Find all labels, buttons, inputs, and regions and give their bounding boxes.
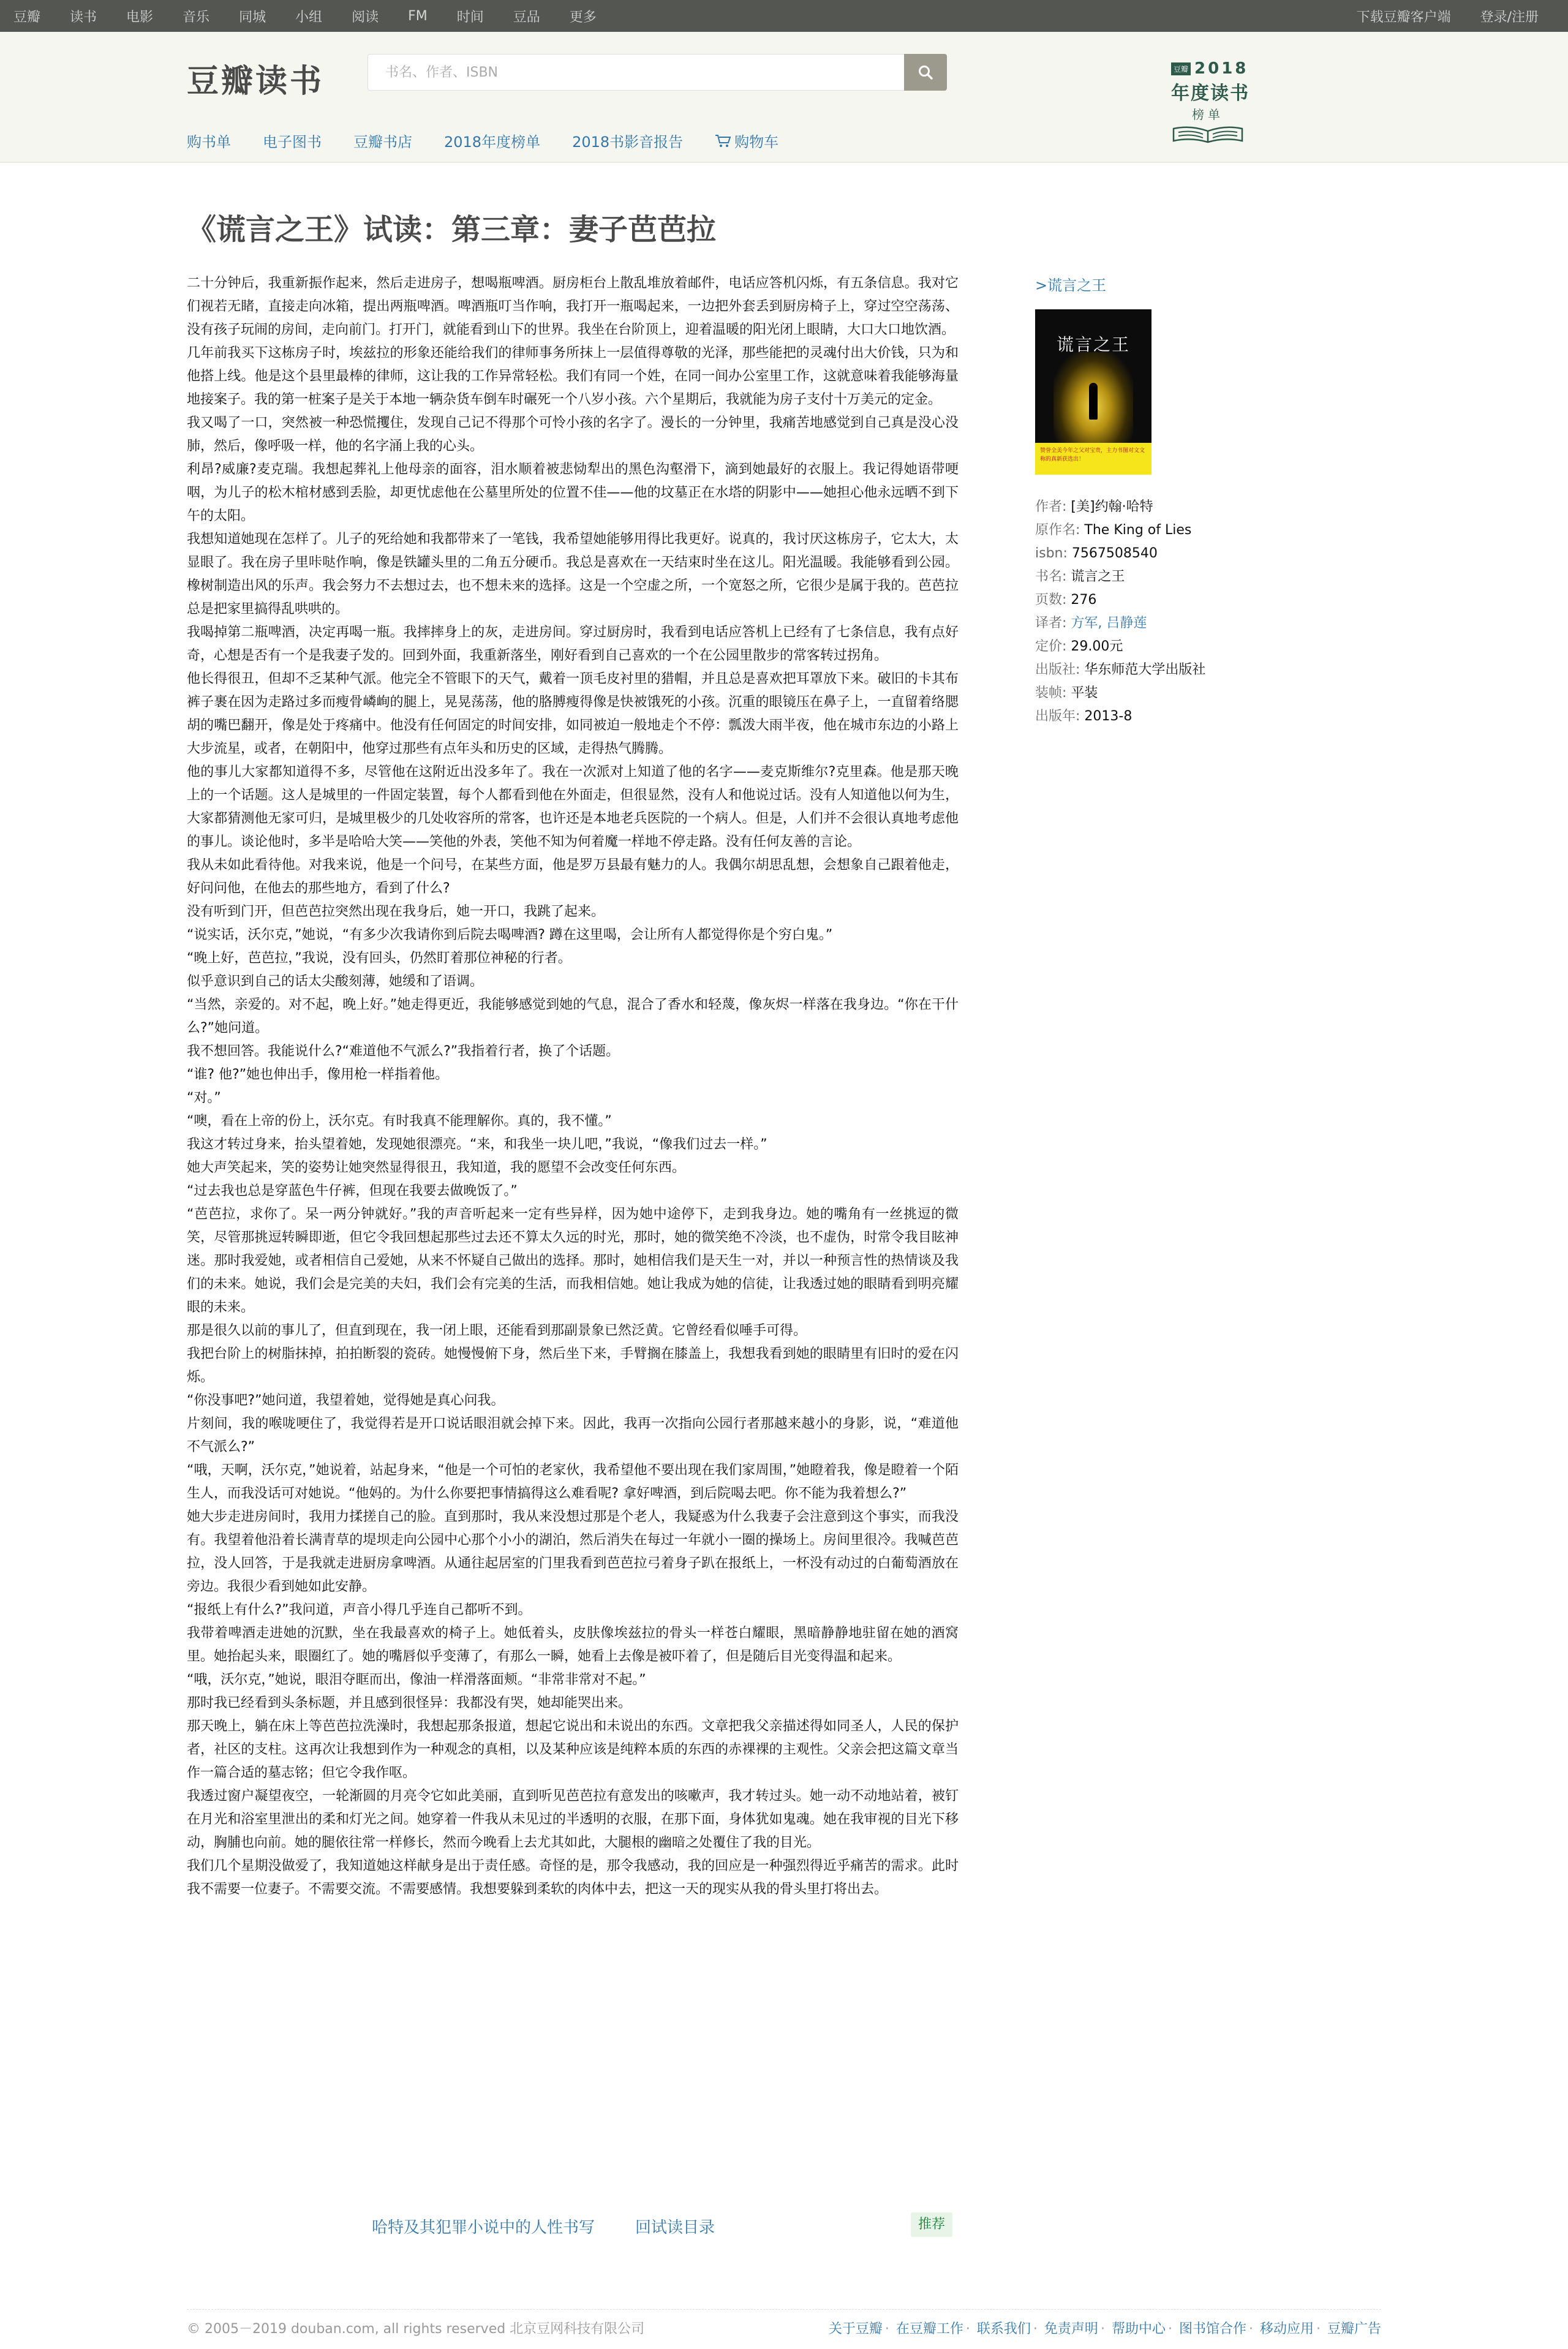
subnav-cart[interactable] <box>715 130 778 151</box>
paragraph: 她大声笑起来，笑的姿势让她突然显得很丑，我知道，我的愿望不会改变任何东西。 <box>187 1160 686 1175</box>
back-to-contents-link[interactable]: 回试读目录 <box>635 2219 715 2237</box>
book-meta <box>1035 496 1292 728</box>
annual-year: 2018 <box>1194 59 1249 78</box>
meta-binding: 装帧: 平装 <box>1035 685 1098 701</box>
footer-link-jobs[interactable]: 在豆瓣工作 <box>895 2321 963 2337</box>
paragraph: 那天晚上，躺在床上等芭芭拉洗澡时，我想起那条报道，想起它说出和未说出的东西。文章把我父亲描述得如同圣人，人民的保护者，社区的支柱。这再次让我想到作为一种观念的真相，以及某种应该是纯粹本质的东西的赤裸裸的主观性。父亲会把这篇文章当作一篇合适的墓志铭；但它令我作呕。 <box>187 1719 959 1781</box>
copyright: © 2005－2019 douban.com, all rights reserved 北京豆网科技有限公司 <box>187 2321 645 2337</box>
paragraph: 我想知道她现在怎样了。儿子的死给她和我都带来了一笔钱，我希望她能够用得比我更好。说真的，我讨厌这栋房子，它太大，太显眼了。我在房子里咔哒作响，像是铁罐头里的二角五分硬币。我总是喜欢在一天结束时坐在这儿。阳光温暖。我能够看到公园。橡树制造出风的乐声。我会努力不去想过去，也不想未来的选择。这是一个空虚之所，一个宽怒之所，它很少是属于我的。芭芭拉总是把家里搞得乱哄哄的。 <box>187 532 959 617</box>
paragraph: “谁? 他?”她也伸出手，像用枪一样指着他。 <box>187 1067 449 1082</box>
paragraph: “当然，亲爱的。对不起，晚上好。”她走得更近，我能够感觉到她的气息，混合了香水和轻蔑，像灰烬一样落在我身边。“你在干什么?”她问道。 <box>187 997 959 1036</box>
paragraph: “报纸上有什么?”我问道，声音小得几乎连自己都听不到。 <box>187 1602 532 1618</box>
paragraph: 我透过窗户凝望夜空，一轮渐圆的月亮令它如此美丽，直到听见芭芭拉有意发出的咳嗽声，我才转过头。她一动不动地站着，被钉在月光和浴室里泄出的柔和灯光之间。她穿着一件我从未见过的半透明的衣服，在那下面，身体犹如鬼魂。她在我审视的目光下移动，胸脯也向前。她的腿依往常一样修长，然而今晚看上去尤其如此，大腿根的幽暗之处覆住了我的目光。 <box>187 1789 959 1850</box>
paragraph: 没有听到门开，但芭芭拉突然出现在我身后，她一开口，我跳了起来。 <box>187 904 605 919</box>
paragraph: 片刻间，我的喉咙哽住了，我觉得若是开口说话眼泪就会掉下来。因此，我再一次指向公园行者那越来越小的身影，说，“难道他不气派么?” <box>187 1416 959 1455</box>
meta-isbn: isbn: 7567508540 <box>1035 546 1158 561</box>
paragraph: “芭芭拉，求你了。呆一两分钟就好。”我的声音听起来一定有些异样，因为她中途停下，走到我身边。她的嘴角有一丝挑逗的微笑，尽管那挑逗转瞬即逝，但它令我回想起那些过去还不算太久远的时光，那时，她的微笑绝不冷淡，也不虚伪，时常令我目眩神迷。那时我爱她，或者相信自己爱她，从来不怀疑自己做出的选择。那时，她相信我们是天生一对，并以一种预言性的热情谈及我们的未来。她说，我们会是完美的夫妇，我们会有完美的生活，而我相信她。她让我成为她的信徒，让我透过她的眼睛看到明亮耀眼的未来。 <box>187 1207 959 1315</box>
global-nav <box>13 0 626 32</box>
annual-sub: 榜单 <box>1192 107 1224 122</box>
cover-band-text: 赞誉全美今年之父对宝贵，主力书图对文文称的真新获选出！ <box>1040 448 1145 462</box>
search-form <box>368 54 947 91</box>
douban-book-logo[interactable]: 豆瓣读书 <box>187 63 325 100</box>
footer-link-ads[interactable]: 豆瓣广告 <box>1327 2321 1381 2337</box>
subnav-annual-report[interactable]: 2018书影音报告 <box>572 134 684 151</box>
meta-pub-year: 出版年: 2013-8 <box>1035 709 1133 724</box>
paragraph: 几年前我买下这栋房子时，埃兹拉的形象还能给我们的律师事务所抹上一层值得尊敬的光泽，那些能把的灵魂付出大价钱，只为和他搭上线。他是这个县里最棒的律师，这让我的工作异常轻松。我们有同一个姓，在同一间办公室里工作，这就意味着我能够海量地接案子。我的第一桩案子是关于本地一辆杂货车倒车时碾死一个八岁小孩。六个星期后，我就能为房子支付十万美元的定金。 <box>187 345 959 407</box>
global-nav-location[interactable]: 同城 <box>239 9 266 25</box>
paragraph: “说实话，沃尔克，”她说，“有多少次我请你到后院去喝啤酒? 蹲在这里喝，会让所有人都觉得你是个穷白鬼。” <box>187 927 833 943</box>
meta-publisher: 出版社: 华东师范大学出版社 <box>1035 662 1206 677</box>
book-title-link[interactable]: >谎言之王 <box>1035 277 1107 294</box>
paragraph: 我不想回答。我能说什么?“难道他不气派么?”我指着行者，换了个话题。 <box>187 1044 620 1059</box>
footer-link-help[interactable]: 帮助中心 <box>1111 2321 1166 2337</box>
cover-title: 谎言之王 <box>1056 334 1130 355</box>
meta-original-title: 原作名: The King of Lies <box>1035 522 1192 538</box>
site-header <box>0 32 1568 163</box>
search-icon <box>918 64 933 80</box>
subnav-book-list[interactable]: 购书单 <box>187 134 231 151</box>
global-nav-bar <box>0 0 1568 32</box>
paragraph: 我又喝了一口，突然被一种恐慌攫住，发现自己记不得那个可怜小孩的名字了。漫长的一分钟里，我痛苦地感觉到自己真是没心没肺，然后，像呼吸一样，他的名字涌上我的心头。 <box>187 415 959 454</box>
global-nav-book[interactable]: 读书 <box>70 9 97 25</box>
download-app-link[interactable]: 下载豆瓣客户端 <box>1356 9 1451 25</box>
cart-icon <box>715 134 732 148</box>
search-button[interactable] <box>904 54 947 91</box>
translator-link[interactable]: 方军, 吕静莲 <box>1071 616 1147 631</box>
global-nav-fm[interactable]: FM <box>408 8 428 24</box>
footer-links: 关于豆瓣 · 在豆瓣工作 · 联系我们 · 免责声明 · 帮助中心 · 图书馆合作 · 移动应用 · 豆瓣广告 <box>828 2321 1381 2337</box>
paragraph: 我带着啤酒走进她的沉默，坐在我最喜欢的椅子上。她低着头，皮肤像埃兹拉的骨头一样苍白耀眼，黑暗静静地驻留在她的酒窝里。她抬起头来，眼圈红了。她的嘴唇似乎变薄了，有那么一瞬，她看上去像是被吓着了，但是随后目光变得温和起来。 <box>187 1626 959 1664</box>
paragraph: “对。” <box>187 1090 221 1106</box>
global-nav-group[interactable]: 小组 <box>295 9 323 25</box>
book-cover[interactable] <box>1035 309 1152 475</box>
global-nav-read[interactable]: 阅读 <box>352 9 379 25</box>
subnav-ebook[interactable]: 电子图书 <box>263 134 322 151</box>
paragraph: 我喝掉第二瓶啤酒，决定再喝一瓶。我摔摔身上的灰，走进房间。穿过厨房时，我看到电话应答机上已经有了七条信息，我有点好奇，心想是否有一个是我妻子发的。回到外面，我重新落坐，刚好看到自己喜欢的一个在公园里散步的常客转过拐角。 <box>187 625 959 663</box>
paragraph: 他的事儿大家都知道得不多，尽管他在这附近出没多年了。我在一次派对上知道了他的名字——麦克斯维尔?克里森。他是那天晚上的一个话题。这人是城里的一件固定装置，每个人都看到他在外面走，但很显然，没有人和他说过话。没有人知道他以何为生，大家都猜测他无家可归，是城里极少的几处收容所的常客，也许还是本地老兵医院的一个病人。但是，人们并不会很认真地考虑他的事儿。谈论他时，多半是哈哈大笑——笑他的外表，笑他不知为何着魔一样地不停走路。没有任何友善的言论。 <box>187 764 959 850</box>
paragraph: 她大步走进房间时，我用力揉搓自己的脸。直到那时，我从来没想过那是个老人，我疑惑为什么我妻子会注意到这个事实，而我没有。我望着他沿着长满青草的堤坝走向公园中心那个小小的湖泊，然后消失在每过一年就小一圈的操场上。房间里很冷。我喊芭芭拉，没人回答，于是我就走进厨房拿啤酒。从通往起居室的门里我看到芭芭拉弓着身子趴在报纸上，一杯没有动过的白葡萄酒放在旁边。我很少看到她如此安静。 <box>187 1509 959 1594</box>
footer-link-library[interactable]: 图书馆合作 <box>1178 2321 1246 2337</box>
paragraph: 二十分钟后，我重新振作起来，然后走进房子，想喝瓶啤酒。厨房柜台上散乱堆放着邮件，电话应答机闪烁，有五条信息。我对它们视若无睹，直接走向冰箱，提出两瓶啤酒。啤酒瓶叮当作响，我打开一瓶喝起来，一边把外套丢到厨房椅子上，穿过空空荡荡、没有孩子玩闹的房间，走向前门。打开门，就能看到山下的世界。我坐在台阶顶上，迎着温暖的阳光闭上眼睛，大口大口地饮酒。 <box>187 276 959 337</box>
paragraph: “你没事吧?”她问道，我望着她，觉得她是真心问我。 <box>187 1393 505 1408</box>
paragraph: “哦，天啊，沃尔克，”她说着，站起身来，“他是一个可怕的老家伙，我希望他不要出现在我们家周围，”她瞪着我，像是瞪着一个陌生人，而我没话可对她说。“他妈的。为什么你要把事情搞得这么难看呢? 拿好啤酒，到后院喝去吧。你不能为我着想么?” <box>187 1463 959 1501</box>
paragraph: 我们几个星期没做爱了，我知道她这样献身是出于责任感。奇怪的是，那令我感动，我的回应是一种强烈得近乎痛苦的需求。此时我不需要一位妻子。不需要交流。不需要感情。我想要躲到柔软的肉体中去，把这一天的现实从我的骨头里打将出去。 <box>187 1858 959 1897</box>
cover-band <box>1035 443 1152 475</box>
footer-link-disclaimer[interactable]: 免责声明 <box>1044 2321 1098 2337</box>
paragraph: “哦，沃尔克，”她说，眼泪夺眶而出，像油一样滑落面颊。“非常非常对不起。” <box>187 1672 646 1687</box>
meta-book-name: 书名: 谎言之王 <box>1035 569 1125 584</box>
book-sidebar <box>1035 273 1292 728</box>
global-nav-time[interactable]: 时间 <box>456 9 484 25</box>
site-footer <box>187 2309 1381 2346</box>
meta-price: 定价: 29.00元 <box>1035 639 1123 654</box>
footer-link-about[interactable]: 关于豆瓣 <box>828 2321 883 2337</box>
paragraph: 似乎意识到自己的话太尖酸刻薄，她缓和了语调。 <box>187 974 484 989</box>
global-nav-right <box>1327 0 1539 32</box>
paragraph: 那是很久以前的事儿了，但直到现在，我一闭上眼，还能看到那副景象已然泛黄。它曾经看似唾手可得。 <box>187 1323 807 1338</box>
global-nav-douban[interactable]: 豆瓣 <box>13 9 41 25</box>
meta-author: 作者: [美]约翰·哈特 <box>1035 499 1153 515</box>
global-nav-movie[interactable]: 电影 <box>126 9 154 25</box>
book-subnav <box>187 130 810 151</box>
login-register-link[interactable]: 登录/注册 <box>1480 9 1539 25</box>
meta-translator: 译者: 方军, 吕静莲 <box>1035 616 1147 631</box>
subnav-bookstore[interactable]: 豆瓣书店 <box>353 134 412 151</box>
subnav-cart-label: 购物车 <box>734 134 779 151</box>
paragraph: 我这才转过身来，抬头望着她，发现她很漂亮。“来，和我坐一块儿吧，”我说，“像我们过去一样。” <box>187 1137 767 1152</box>
article-title: 《谎言之王》试读：第三章：妻子芭芭拉 <box>187 213 717 247</box>
footer-link-contact[interactable]: 联系我们 <box>976 2321 1031 2337</box>
annual-tag: 豆瓣 <box>1171 62 1191 75</box>
paragraph: “噢，看在上帝的份上，沃尔克。有时我真不能理解你。真的，我不懂。” <box>187 1114 612 1129</box>
annual-title: 年度读书 <box>1171 83 1250 104</box>
related-article-link[interactable]: 哈特及其犯罪小说中的人性书写 <box>372 2219 595 2237</box>
paragraph: 我把台阶上的树脂抹掉，拍拍断裂的瓷砖。她慢慢俯下身，然后坐下来，手臂搁在膝盖上，我想我看到她的眼睛里有旧时的爱在闪烁。 <box>187 1346 959 1385</box>
article-content <box>187 272 959 1901</box>
paragraph: 那时我已经看到头条标题，并且感到很怪异：我都没有哭，她却能哭出来。 <box>187 1695 632 1711</box>
footer-link-mobile[interactable]: 移动应用 <box>1259 2321 1314 2337</box>
paragraph: 利昂?威廉?麦克瑞。我想起葬礼上他母亲的面容，泪水顺着被悲恸犁出的黑色沟壑滑下，滴到她最好的衣服上。我记得她语带哽咽，为儿子的松木棺材感到丢脸，却更忧虑他在公墓里所处的位置不佳——他的坟墓正在水塔的阴影中——她担心他永远晒不到下午的太阳。 <box>187 462 959 524</box>
annual-list-badge[interactable] <box>1171 59 1251 139</box>
paragraph: “过去我也总是穿蓝色牛仔裤，但现在我要去做晚饭了。” <box>187 1183 518 1199</box>
paragraph: 我从未如此看待他。对我来说，他是一个问号，在某些方面，他是罗万县最有魅力的人。我偶尔胡思乱想，会想象自己跟着他走，好问问他，在他去的那些地方，看到了什么? <box>187 858 959 896</box>
global-nav-more[interactable]: 更多 <box>569 9 597 25</box>
paragraph: 他长得很丑，但却不乏某种气派。他完全不管眼下的天气，戴着一顶毛皮衬里的猎帽，并且总是喜欢把耳罩放下来。破旧的卡其布裤子裹在因为走路过多而瘦骨嶙峋的腿上，晃晃荡荡，他的胳膊瘦得像是快被饿死的小孩。沉重的眼镜压在鼻子上，一直留着络腮胡的嘴巴翻开，像是处于疼痛中。他没有任何固定的时间安排，如同被迫一般地走个不停：瓢泼大雨半夜，他在城市东边的小路上大步流星，或者，在朝阳中，他穿过那些有点年头和历史的区域，走得热气腾腾。 <box>187 671 959 756</box>
article-bottom-links <box>372 2211 960 2238</box>
open-book-icon <box>1171 125 1245 143</box>
subnav-annual-list[interactable]: 2018年度榜单 <box>444 134 541 151</box>
meta-pages: 页数: 276 <box>1035 592 1097 608</box>
paragraph: “晚上好，芭芭拉，”我说，没有回头，仍然盯着那位神秘的行者。 <box>187 951 571 966</box>
search-input[interactable] <box>368 54 904 91</box>
cover-figure <box>1089 383 1098 420</box>
global-nav-music[interactable]: 音乐 <box>183 9 210 25</box>
recommend-button[interactable]: 推荐 <box>911 2212 952 2237</box>
global-nav-market[interactable]: 豆品 <box>513 9 540 25</box>
